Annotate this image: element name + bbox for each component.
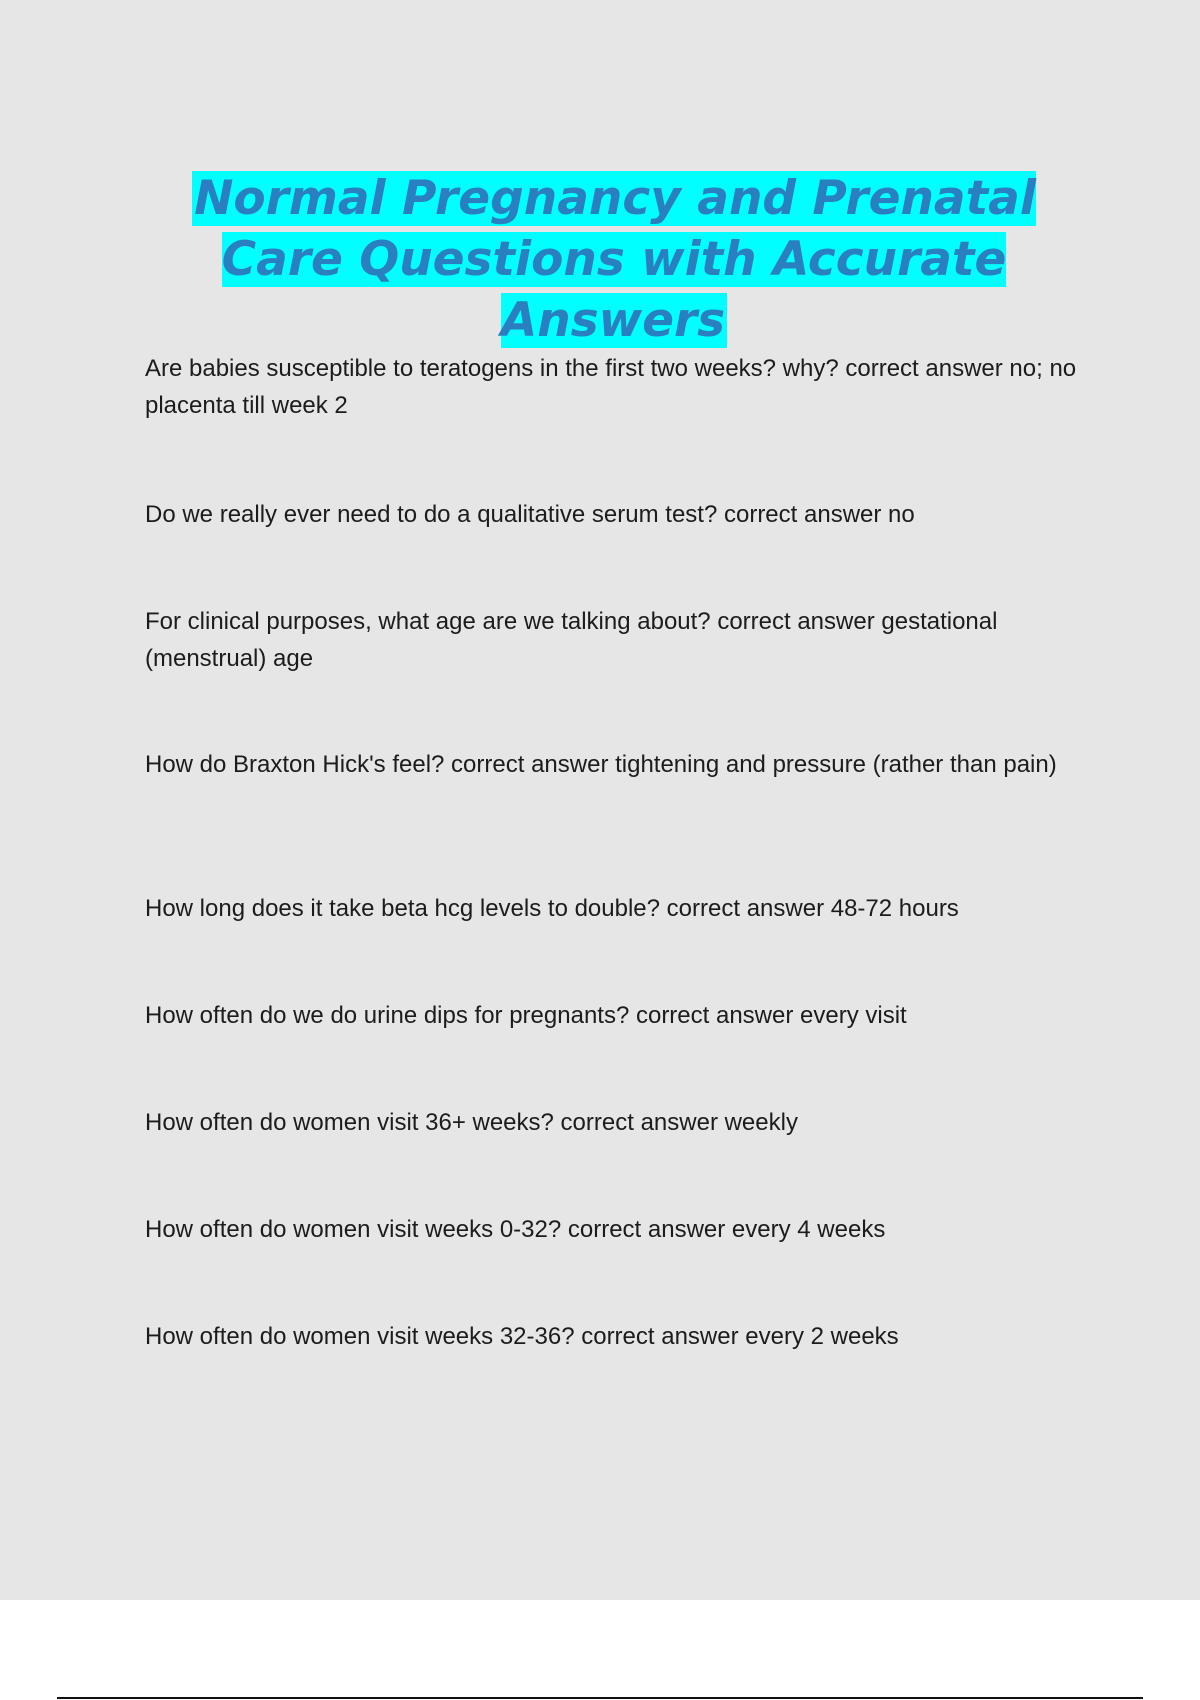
qa-item: How often do we do urine dips for pregnants? correct answer every visit bbox=[145, 1002, 907, 1029]
qa-item: How often do women visit 36+ weeks? correct answer weekly bbox=[145, 1109, 798, 1136]
footer-divider bbox=[57, 1697, 1143, 1699]
qa-item: How do Braxton Hick's feel? correct answer tightening and pressure (rather than pain) bbox=[145, 751, 1057, 778]
qa-item: For clinical purposes, what age are we talking about? correct answer gestational (menstrual) age bbox=[145, 608, 998, 672]
qa-item: Are babies susceptible to teratogens in the first two weeks? why? correct answer no; no placenta till week 2 bbox=[145, 355, 1077, 419]
title-highlight: Normal Pregnancy and Prenatal Care Questions with Accurate Answers bbox=[194, 171, 1036, 348]
qa-item: How long does it take beta hcg levels to double? correct answer 48-72 hours bbox=[145, 895, 959, 922]
document-title bbox=[140, 168, 1088, 351]
qa-item: How often do women visit weeks 32-36? correct answer every 2 weeks bbox=[145, 1323, 899, 1350]
qa-item: Do we really ever need to do a qualitative serum test? correct answer no bbox=[145, 501, 915, 528]
qa-item: How often do women visit weeks 0-32? correct answer every 4 weeks bbox=[145, 1216, 886, 1243]
